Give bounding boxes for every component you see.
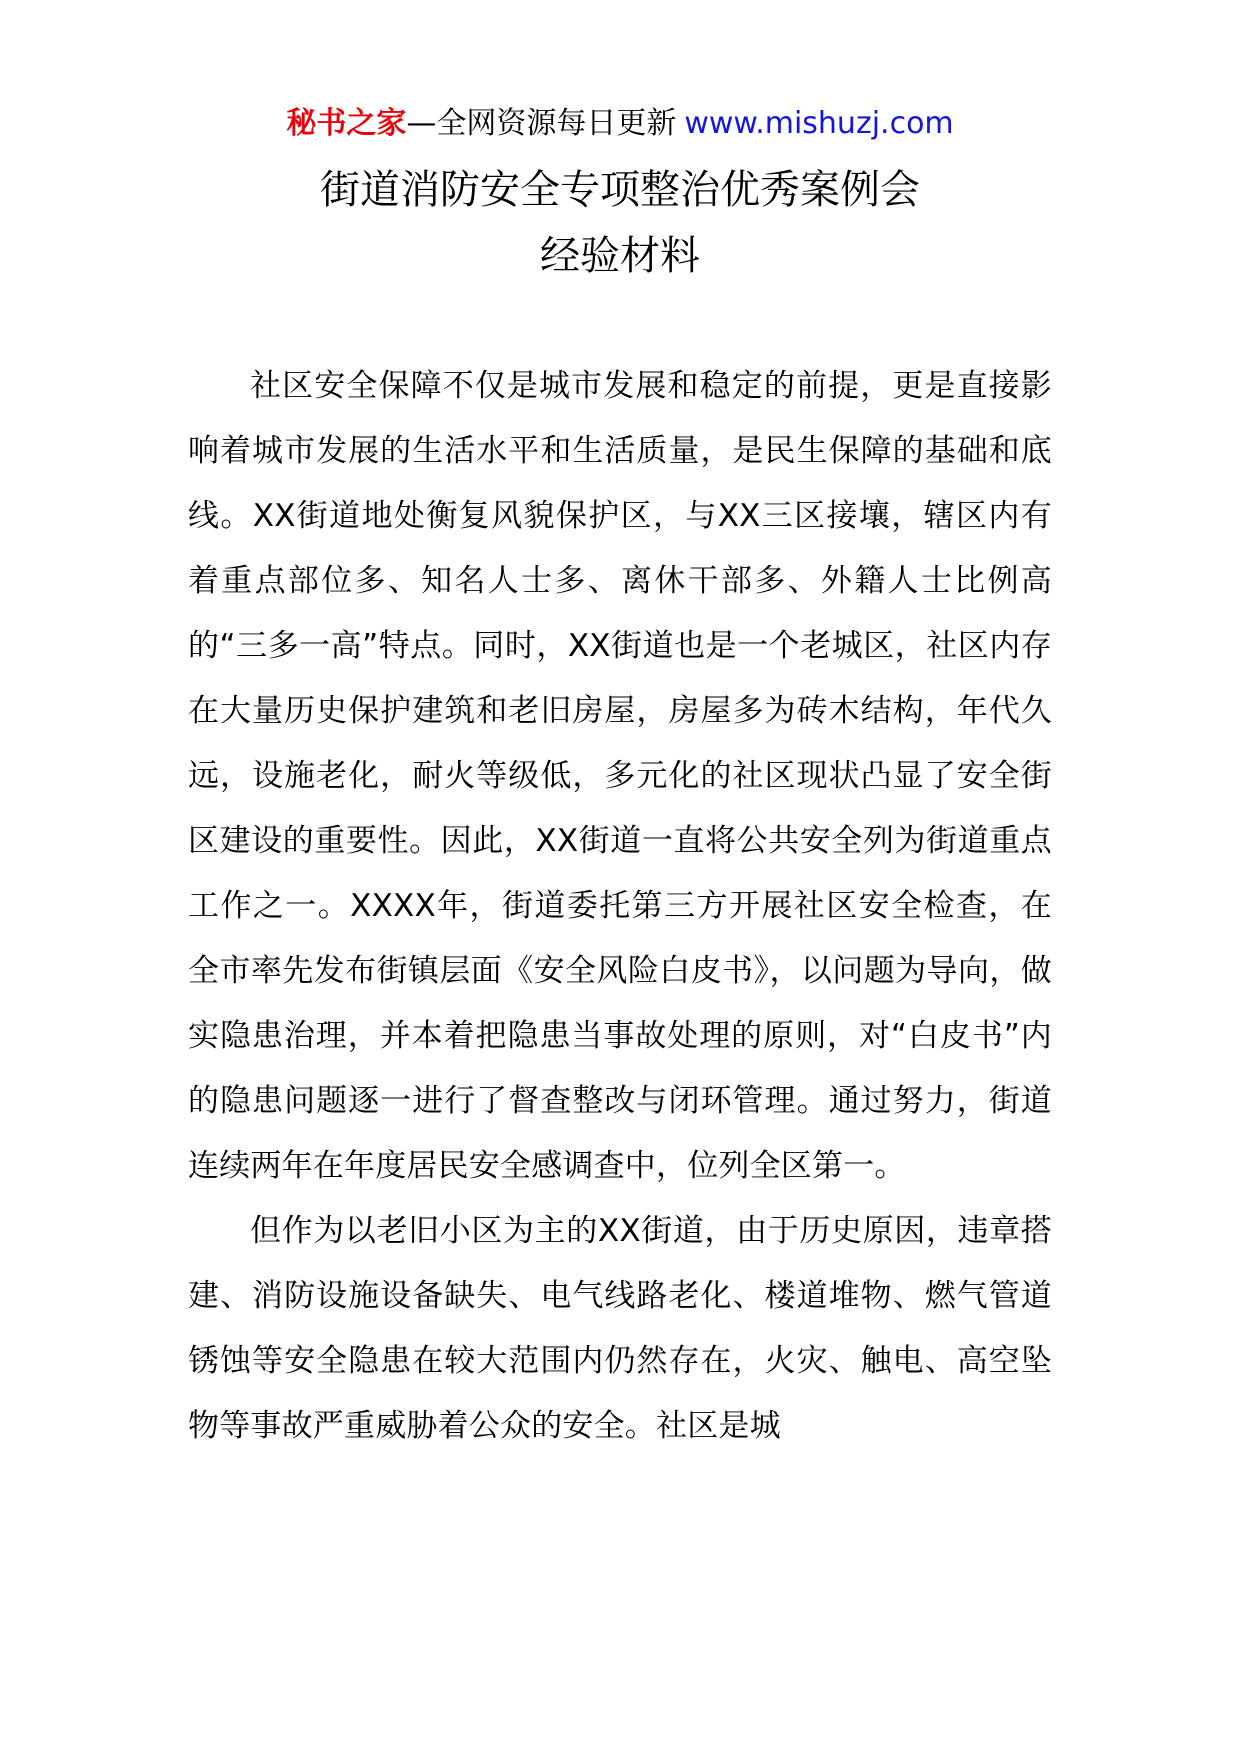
site-header xyxy=(0,104,1240,144)
document-title-line-2: 经验材料 xyxy=(540,233,700,279)
document-body xyxy=(188,354,1052,1459)
site-tagline: —全网资源每日更新 xyxy=(406,106,677,141)
site-url: www.mishuzj.com xyxy=(684,106,954,141)
site-brand: 秘书之家 xyxy=(286,106,407,141)
document-title-line-1: 街道消防安全专项整治优秀案例会 xyxy=(320,167,920,213)
body-paragraph-2: 但作为以老旧小区为主的XX街道，由于历史原因，违章搭建、消防设施设备缺失、电气线路老化、楼道堆物、燃气管道锈蚀等安全隐患在较大范围内仍然存在，火灾、触电、高空坠物等事故严重威胁着公众的安全。社区是城 xyxy=(188,1213,1052,1444)
body-paragraph-1: 社区安全保障不仅是城市发展和稳定的前提，更是直接影响着城市发展的生活水平和生活质量，是民生保障的基础和底线。XX街道地处衡复风貌保护区，与XX三区接壤，辖区内有着重点部位多、知名人士多、离休干部多、外籍人士比例高的“三多一高”特点。同时，XX街道也是一个老城区，社区内存在大量历史保护建筑和老旧房屋，房屋多为砖木结构，年代久远，设施老化，耐火等级低，多元化的社区现状凸显了安全街区建设的重要性。因此，XX街道一直将公共安全列为街道重点工作之一。XXXX年，街道委托第三方开展社区安全检查，在全市率先发布街镇层面《安全风险白皮书》，以问题为导向，做实隐患治理，并本着把隐患当事故处理的原则，对“白皮书”内的隐患问题逐一进行了督查整改与闭环管理。通过努力，街道连续两年在年度居民安全感调查中，位列全区第一。 xyxy=(188,368,1052,1184)
